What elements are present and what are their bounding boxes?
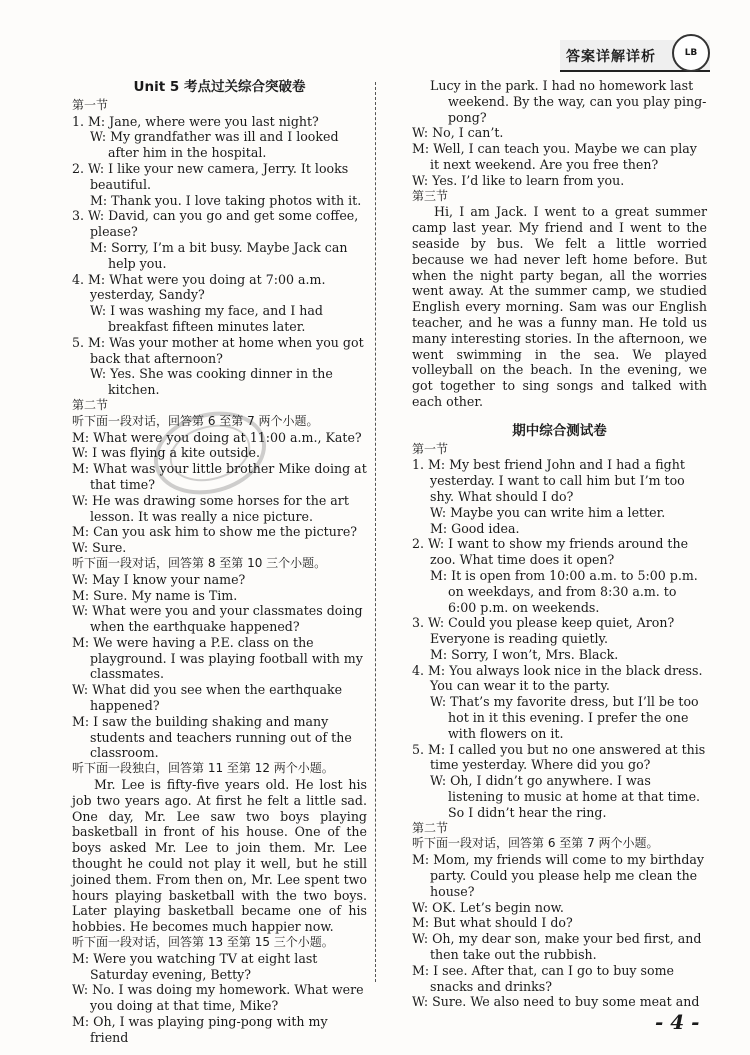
dialogue-line: M: Good idea. bbox=[430, 520, 520, 536]
dialogue-line: 1. M: My best friend John and I had a fight yesterday. I want to call him but I’m too shy. What should I do? bbox=[412, 457, 685, 504]
dialogue-line: W: What did you see when the earthquake happened? bbox=[72, 682, 343, 714]
dialogue-line: W: Oh, I didn’t go anywhere. I was listening to music at home at that time. So I didn’t hear the ring. bbox=[430, 773, 701, 820]
dialogue-line: 4. M: What were you doing at 7:00 a.m. yesterday, Sandy? bbox=[72, 271, 326, 303]
dialogue-line: M: Mom, my friends will come to my birthday party. Could you please help me clean the house? bbox=[412, 852, 704, 899]
left-lines bbox=[72, 98, 367, 1046]
dialogue-line: M: Sure. My name is Tim. bbox=[72, 587, 238, 603]
dialogue-line: W: Maybe you can write him a letter. bbox=[430, 504, 666, 520]
section-label: 听下面一段独白，回答第 11 至第 12 两个小题。 bbox=[72, 761, 334, 776]
section-label: 第二节 bbox=[412, 820, 449, 835]
dialogue-line: 3. W: Could you please keep quiet, Aron? Everyone is reading quietly. bbox=[412, 615, 675, 647]
right-lines-top bbox=[412, 78, 707, 410]
dialogue-line: W: What were you and your classmates doing when the earthquake happened? bbox=[72, 603, 363, 635]
dialogue-line: W: Sure. We also need to buy some meat and bbox=[412, 994, 700, 1010]
left-column bbox=[72, 78, 367, 1046]
dialogue-line: W: Sure. bbox=[72, 540, 127, 556]
dialogue-line: W: May I know your name? bbox=[72, 571, 246, 587]
section-label: 听下面一段对话，回答第 6 至第 7 两个小题。 bbox=[412, 836, 659, 851]
dialogue-line: M: Oh, I was playing ping-pong with my friend bbox=[72, 1014, 328, 1045]
dialogue-line: W: I was flying a kite outside. bbox=[72, 445, 260, 461]
logo-icon bbox=[672, 34, 710, 72]
dialogue-line: W: I was washing my face, and I had breakfast fifteen minutes later. bbox=[90, 303, 323, 334]
dialogue-line: W: OK. Let’s begin now. bbox=[412, 899, 564, 915]
dialogue-line: W: He was drawing some horses for the art lesson. It was really a nice picture. bbox=[72, 492, 349, 524]
dialogue-line: M: Were you watching TV at eight last Saturday evening, Betty? bbox=[72, 950, 318, 982]
passage-text: Hi, I am Jack. I went to a great summer camp last year. My friend and I went to the seaside by bus. We felt a little worried because we had never left home before. But when the night party began, all the worries went away. At the summer camp, we studied English every morning. Sam was our English teacher, and he was a funny man. He told us many interesting stories. In the afternoon, we went swimming in the sea. We played volleyball on the beach. In the evening, we got together to sing songs and talked with each other. bbox=[412, 204, 707, 409]
dialogue-line: 4. M: You always look nice in the black dress. You can wear it to the party. bbox=[412, 662, 703, 694]
dialogue-line: M: Sorry, I’m a bit busy. Maybe Jack can help you. bbox=[90, 239, 348, 271]
dialogue-line: W: No, I can’t. bbox=[412, 125, 504, 141]
section-label: 第一节 bbox=[412, 441, 449, 456]
right-lines-bottom bbox=[412, 442, 707, 1011]
dialogue-line: W: Yes. She was cooking dinner in the kitchen. bbox=[90, 366, 333, 398]
dialogue-line: M: Well, I can teach you. Maybe we can play it next weekend. Are you free then? bbox=[412, 141, 697, 172]
column-divider bbox=[375, 82, 376, 982]
dialogue-line: 3. W: David, can you go and get some coffee, please? bbox=[72, 208, 359, 240]
dialogue-line: W: Oh, my dear son, make your bed first, and then take out the rubbish. bbox=[412, 931, 702, 963]
dialogue-line: W: No. I was doing my homework. What were you doing at that time, Mike? bbox=[72, 982, 364, 1014]
dialogue-line: M: Thank you. I love taking photos with it. bbox=[90, 192, 362, 208]
unit-title: Unit 5 考点过关综合突破卷 bbox=[133, 79, 306, 95]
dialogue-line: Lucy in the park. I had no homework last weekend. By the way, can you play ping-pong? bbox=[430, 78, 707, 125]
dialogue-line: M: It is open from 10:00 a.m. to 5:00 p.m. on weekdays, and from 8:30 a.m. to 6:00 p.m. on weekends. bbox=[430, 567, 698, 615]
right-column bbox=[412, 78, 707, 1010]
dialogue-line: M: I saw the building shaking and many students and teachers running out of the classroom. bbox=[72, 713, 352, 761]
logo-text: LB bbox=[684, 48, 698, 58]
dialogue-line: 5. M: Was your mother at home when you got back that afternoon? bbox=[72, 334, 364, 366]
dialogue-line: M: But what should I do? bbox=[412, 915, 573, 931]
header-title: 答案详解详析 bbox=[566, 49, 656, 65]
page-number: - 4 - bbox=[655, 1010, 700, 1034]
section-label: 听下面一段对话，回答第 8 至第 10 三个小题。 bbox=[72, 555, 327, 570]
section-label: 第三节 bbox=[412, 188, 449, 203]
dialogue-line: W: My grandfather was ill and I looked after him in the hospital. bbox=[90, 129, 339, 161]
passage-text: Mr. Lee is fifty-five years old. He lost his job two years ago. At first he felt a little sad. One day, Mr. Lee saw two boys playing basketball in front of his house. One of the boys asked Mr. Lee to join them. Mr. Lee thought he could not play it well, but he still joined them. From then on, Mr. Lee spent two hours playing basketball with the two boys. Later playing basketball became one of his hobbies. He becomes much happier now. bbox=[72, 777, 367, 935]
dialogue-line: M: What was your little brother Mike doing at that time? bbox=[72, 461, 367, 492]
dialogue-line: 5. M: I called you but no one answered at this time yesterday. Where did you go? bbox=[412, 741, 706, 773]
dialogue-line: 1. M: Jane, where were you last night? bbox=[72, 113, 319, 129]
section-label: 第二节 bbox=[72, 397, 109, 412]
dialogue-line: W: That’s my favorite dress, but I’ll be too hot in it this evening. I prefer the one with flowers on it. bbox=[430, 694, 699, 741]
dialogue-line: M: Can you ask him to show me the picture? bbox=[72, 524, 358, 540]
dialogue-line: M: What were you doing at 11:00 a.m., Kate? bbox=[72, 429, 362, 445]
section-label: 听下面一段对话，回答第 13 至第 15 三个小题。 bbox=[72, 935, 334, 950]
dialogue-line: M: I see. After that, can I go to buy some snacks and drinks? bbox=[412, 962, 674, 994]
section-label: 听下面一段对话，回答第 6 至第 7 两个小题。 bbox=[72, 413, 319, 428]
dialogue-line: M: Sorry, I won’t, Mrs. Black. bbox=[430, 646, 619, 662]
section-label: 第一节 bbox=[72, 97, 109, 112]
dialogue-line: M: We were having a P.E. class on the playground. I was playing football with my classmates. bbox=[72, 634, 363, 682]
dialogue-line: 2. W: I like your new camera, Jerry. It looks beautiful. bbox=[72, 160, 349, 192]
dialogue-line: 2. W: I want to show my friends around the zoo. What time does it open? bbox=[412, 536, 689, 568]
midterm-title: 期中综合测试卷 bbox=[512, 422, 607, 439]
dialogue-line: W: Yes. I’d like to learn from you. bbox=[412, 172, 625, 188]
